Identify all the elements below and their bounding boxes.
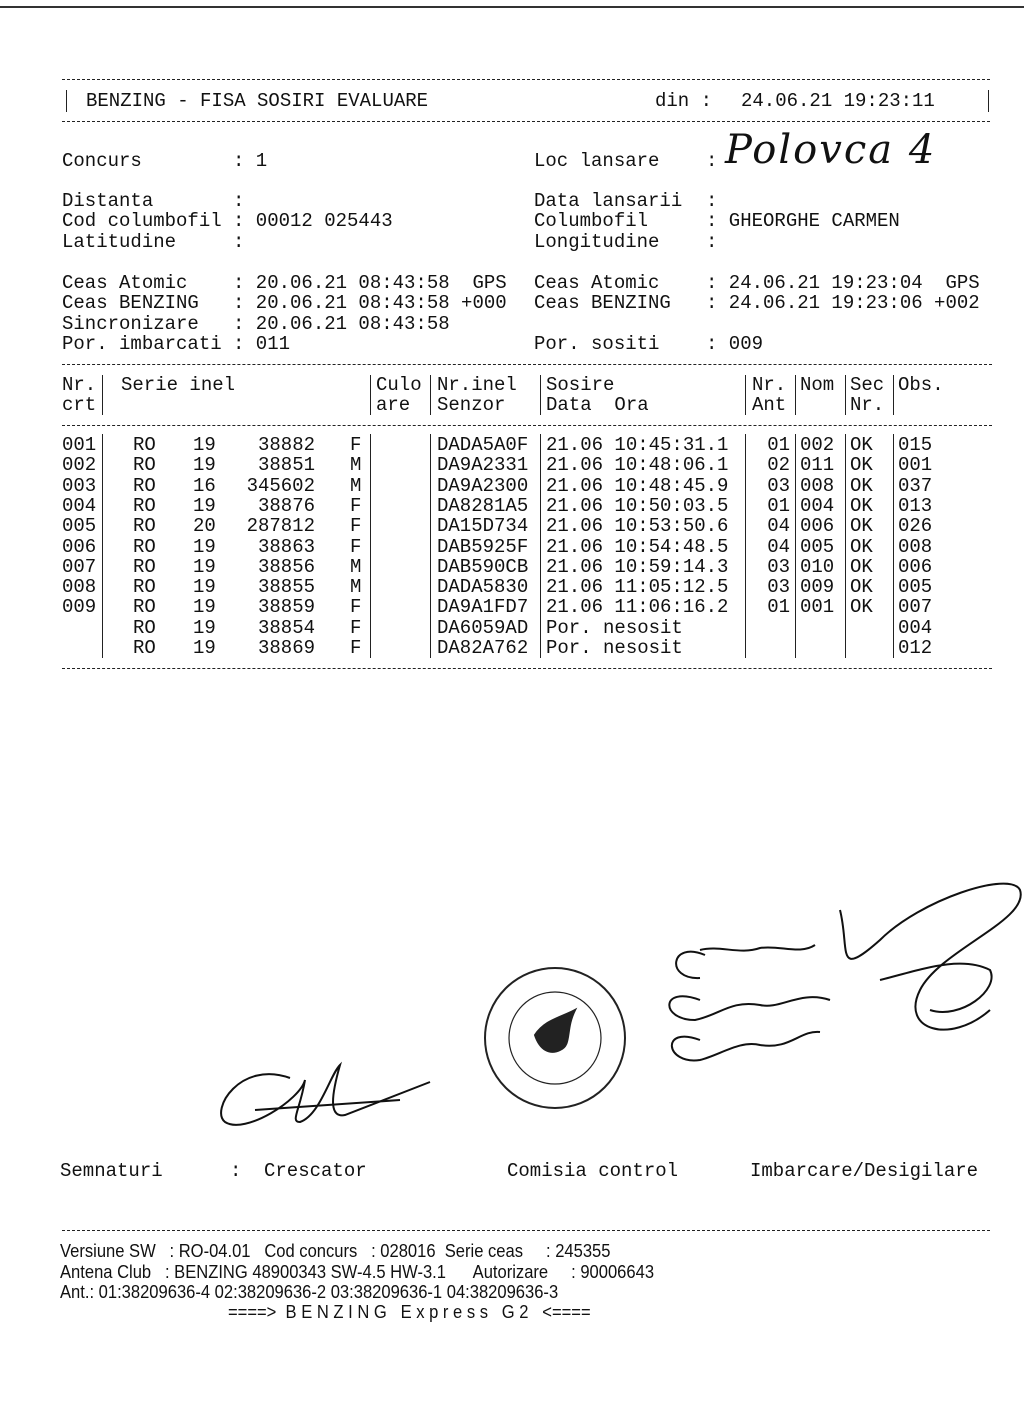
cell-nr: 005: [62, 515, 97, 538]
col-header-nom: Nom: [800, 374, 835, 396]
cell-an: 16: [193, 474, 216, 497]
cell-nr: 003: [62, 474, 97, 497]
col-sep: [845, 434, 846, 658]
cell-sosire: 21.06 10:45:31.1: [546, 434, 729, 456]
cell-nr: 006: [62, 535, 97, 558]
cell-senzor: DAB5925F: [437, 535, 529, 558]
cell-an: 19: [193, 616, 216, 639]
cell-sosire: 21.06 10:54:48.5: [546, 535, 729, 558]
col-sep: [745, 375, 746, 415]
cell-tara: RO: [133, 596, 156, 619]
col-header-senzor: Senzor: [437, 394, 506, 416]
cell-ant: 02: [767, 454, 790, 477]
cell-obs: 005: [898, 576, 933, 599]
cell-senzor: DA6059AD: [437, 616, 529, 639]
ceas-benzing-start-label: Ceas BENZING: [62, 292, 199, 314]
cell-nom: 006: [800, 515, 835, 538]
latitudine-value: :: [233, 231, 245, 253]
cell-nr: 007: [62, 555, 97, 578]
cell-sex: M: [350, 474, 362, 497]
header-border-top: [62, 79, 990, 80]
loc-lansare-label: Loc lansare: [534, 150, 660, 172]
cell-ant: 01: [767, 494, 790, 517]
col-sep: [430, 434, 431, 658]
ceas-benzing-end-label: Ceas BENZING: [534, 292, 671, 314]
cell-inel: 38855: [257, 576, 315, 599]
cell-ant: 03: [767, 555, 790, 578]
footer-antennas-line: Ant.: 01:38209636-4 02:38209636-2 03:38209636-1 04:38209636-3: [60, 1282, 559, 1302]
col-header-obs: Obs.: [898, 374, 944, 396]
cell-obs: 012: [898, 637, 933, 659]
cell-inel: 38863: [257, 535, 315, 558]
col-header-serie-inel: Serie inel: [121, 374, 236, 396]
cell-senzor: DA9A2300: [437, 474, 529, 497]
data-lansarii-label: Data lansarii: [534, 190, 683, 212]
col-sep: [795, 434, 796, 658]
col-header-sec: Sec: [850, 374, 885, 396]
cell-sec: OK: [850, 515, 873, 538]
por-sositi-label: Por. sositi: [534, 333, 660, 355]
table-border-top: [62, 364, 992, 365]
distanta-value: :: [233, 190, 245, 212]
col-sep: [370, 434, 371, 658]
cell-nom: 011: [800, 454, 835, 477]
cell-inel: 38876: [257, 494, 315, 517]
cell-sec: OK: [850, 555, 873, 578]
cell-nom: 001: [800, 596, 835, 619]
cell-sex: M: [350, 555, 362, 578]
cell-sec: OK: [850, 535, 873, 558]
print-date-label: din :: [655, 90, 713, 112]
cell-tara: RO: [133, 474, 156, 497]
cell-obs: 006: [898, 555, 933, 578]
concurs-value: : 1: [233, 150, 268, 172]
cell-inel: 345602: [246, 474, 315, 497]
cell-sosire: 21.06 10:59:14.3: [546, 555, 729, 578]
cell-obs: 015: [898, 434, 933, 456]
cell-sex: F: [350, 616, 362, 639]
cell-nom: 002: [800, 434, 835, 456]
col-sep: [370, 375, 371, 415]
cell-inel: 38854: [257, 616, 315, 639]
cell-sec: OK: [850, 576, 873, 599]
cell-ant: 01: [767, 596, 790, 619]
cell-inel: 38856: [257, 555, 315, 578]
table-header-divider: [62, 425, 992, 426]
cell-tara: RO: [133, 434, 156, 456]
commission-signatures: [669, 884, 1020, 1061]
cell-sex: F: [350, 434, 362, 456]
cell-sosire: 21.06 10:53:50.6: [546, 515, 729, 538]
cell-senzor: DA9A1FD7: [437, 596, 529, 619]
cell-sex: F: [350, 515, 362, 538]
cell-an: 19: [193, 434, 216, 456]
sincronizare-label: Sincronizare: [62, 313, 199, 335]
header-border-left: [66, 90, 67, 112]
col-sep: [102, 375, 103, 415]
cell-senzor: DA9A2331: [437, 454, 529, 477]
col-sep: [102, 434, 103, 658]
cell-nom: 010: [800, 555, 835, 578]
imbarcare-desigilare-label: Imbarcare/Desigilare: [750, 1160, 979, 1182]
crescator-label: Crescator: [264, 1160, 367, 1182]
crescator-signature: [221, 1065, 430, 1125]
cell-nom: 009: [800, 576, 835, 599]
footer-antena-line: Antena Club : BENZING 48900343 SW-4.5 HW-3.1 Autorizare : 90006643: [60, 1262, 655, 1282]
ceas-atomic-end-value: : 24.06.21 19:23:04 GPS: [706, 272, 980, 294]
cell-nr: 008: [62, 576, 97, 599]
cell-nom: 008: [800, 474, 835, 497]
document-title: BENZING - FISA SOSIRI EVALUARE: [86, 90, 429, 112]
col-header-nr-ant: Nr.: [752, 374, 787, 396]
cell-nr: 004: [62, 494, 97, 517]
cell-sex: F: [350, 637, 362, 659]
comisia-control-label: Comisia control: [507, 1160, 679, 1182]
concurs-label: Concurs: [62, 150, 142, 172]
semnaturi-colon: :: [230, 1160, 242, 1182]
cell-sec: OK: [850, 434, 873, 456]
col-sep: [893, 375, 894, 415]
header-border-bottom: [62, 121, 990, 122]
cell-sosire: Por. nesosit: [546, 616, 683, 639]
cell-inel: 38882: [257, 434, 315, 456]
col-header-sosire: Sosire: [546, 374, 615, 396]
cell-tara: RO: [133, 454, 156, 477]
por-sositi-value: : 009: [706, 333, 764, 355]
cell-an: 19: [193, 535, 216, 558]
col-header-sec-nr: Nr.: [850, 394, 885, 416]
cell-tara: RO: [133, 494, 156, 517]
loc-lansare-value: :: [706, 150, 718, 172]
scan-top-edge: [0, 0, 1024, 8]
longitudine-label: Longitudine: [534, 231, 660, 253]
cell-sosire: 21.06 11:05:12.5: [546, 576, 729, 599]
col-sep: [845, 375, 846, 415]
cell-an: 19: [193, 494, 216, 517]
cell-sex: F: [350, 494, 362, 517]
cell-tara: RO: [133, 555, 156, 578]
loc-lansare-handwritten: Polovca 4: [725, 127, 937, 173]
cell-nr: 009: [62, 596, 97, 619]
cell-senzor: DADA5830: [437, 576, 529, 599]
cell-senzor: DADA5A0F: [437, 434, 529, 456]
footer-version-line: Versiune SW : RO-04.01 Cod concurs : 028016 Serie ceas : 245355: [60, 1241, 611, 1261]
cell-sec: OK: [850, 474, 873, 497]
por-imbarcati-label: Por. imbarcati: [62, 333, 222, 355]
ceas-atomic-start-value: : 20.06.21 08:43:58 GPS: [233, 272, 507, 294]
cell-obs: 037: [898, 474, 933, 497]
cell-senzor: DA82A762: [437, 637, 529, 659]
col-header-are: are: [376, 394, 411, 416]
cell-obs: 001: [898, 454, 933, 477]
ceas-atomic-start-label: Ceas Atomic: [62, 272, 188, 294]
cell-inel: 38859: [257, 596, 315, 619]
sincronizare-value: : 20.06.21 08:43:58: [233, 313, 450, 335]
table-border-bottom: [62, 668, 992, 669]
stamp-icon: [485, 968, 625, 1108]
ceas-benzing-start-value: : 20.06.21 08:43:58 +000: [233, 292, 507, 314]
cell-inel: 287812: [246, 515, 315, 538]
cell-nr: 002: [62, 454, 97, 477]
header-border-right: [988, 90, 989, 112]
col-header-nr: Nr.: [62, 374, 97, 396]
print-date-value: 24.06.21 19:23:11: [741, 90, 935, 112]
por-imbarcati-value: : 011: [233, 333, 291, 355]
cell-obs: 008: [898, 535, 933, 558]
cell-tara: RO: [133, 535, 156, 558]
cell-sex: M: [350, 576, 362, 599]
footer-divider: [62, 1230, 990, 1231]
col-header-ant: Ant: [752, 394, 787, 416]
col-sep: [540, 375, 541, 415]
cell-obs: 013: [898, 494, 933, 517]
cell-sec: OK: [850, 454, 873, 477]
cell-ant: 01: [767, 434, 790, 456]
cell-senzor: DAB590CB: [437, 555, 529, 578]
cell-sosire: 21.06 10:48:45.9: [546, 474, 729, 497]
cell-obs: 004: [898, 616, 933, 639]
cell-ant: 04: [767, 535, 790, 558]
cell-nr: 001: [62, 434, 97, 456]
cell-an: 19: [193, 637, 216, 659]
semnaturi-label: Semnaturi: [60, 1160, 163, 1182]
cell-sosire: 21.06 11:06:16.2: [546, 596, 729, 619]
cell-sex: F: [350, 535, 362, 558]
columbofil-value: : GHEORGHE CARMEN: [706, 210, 900, 232]
cell-nom: 004: [800, 494, 835, 517]
cell-obs: 007: [898, 596, 933, 619]
col-sep: [430, 375, 431, 415]
cell-sosire: 21.06 10:50:03.5: [546, 494, 729, 517]
cell-ant: 03: [767, 576, 790, 599]
cell-an: 19: [193, 454, 216, 477]
cell-ant: 04: [767, 515, 790, 538]
col-sep: [795, 375, 796, 415]
columbofil-label: Columbofil: [534, 210, 649, 232]
col-header-nr-inel: Nr.inel: [437, 374, 517, 396]
col-header-culo: Culo: [376, 374, 422, 396]
cell-tara: RO: [133, 616, 156, 639]
ceas-atomic-end-label: Ceas Atomic: [534, 272, 660, 294]
cell-sec: OK: [850, 596, 873, 619]
data-lansarii-value: :: [706, 190, 718, 212]
cell-obs: 026: [898, 515, 933, 538]
distanta-label: Distanta: [62, 190, 154, 212]
cell-sec: OK: [850, 494, 873, 517]
cell-ant: 03: [767, 474, 790, 497]
cell-sex: M: [350, 454, 362, 477]
cod-columbofil-label: Cod columbofil: [62, 210, 222, 232]
cell-senzor: DA15D734: [437, 515, 529, 538]
cell-tara: RO: [133, 515, 156, 538]
cell-nom: 005: [800, 535, 835, 558]
cell-sosire: Por. nesosit: [546, 637, 683, 659]
signatures-stamp-graphic: [0, 860, 1024, 1160]
cell-an: 19: [193, 555, 216, 578]
cell-an: 19: [193, 576, 216, 599]
cell-tara: RO: [133, 576, 156, 599]
latitudine-label: Latitudine: [62, 231, 177, 253]
longitudine-value: :: [706, 231, 718, 253]
cell-tara: RO: [133, 637, 156, 659]
cell-inel: 38869: [257, 637, 315, 659]
ceas-benzing-end-value: : 24.06.21 19:23:06 +002: [706, 292, 980, 314]
cell-inel: 38851: [257, 454, 315, 477]
col-header-crt: crt: [62, 394, 97, 416]
cell-sex: F: [350, 596, 362, 619]
cell-an: 20: [193, 515, 216, 538]
col-sep: [893, 434, 894, 658]
cod-columbofil-value: : 00012 025443: [233, 210, 393, 232]
col-header-data-ora: Data Ora: [546, 394, 649, 416]
col-sep: [540, 434, 541, 658]
cell-senzor: DA8281A5: [437, 494, 529, 517]
cell-sosire: 21.06 10:48:06.1: [546, 454, 729, 477]
cell-an: 19: [193, 596, 216, 619]
footer-brand-line: ====> B E N Z I N G E x p r e s s G 2 <====: [228, 1302, 591, 1322]
